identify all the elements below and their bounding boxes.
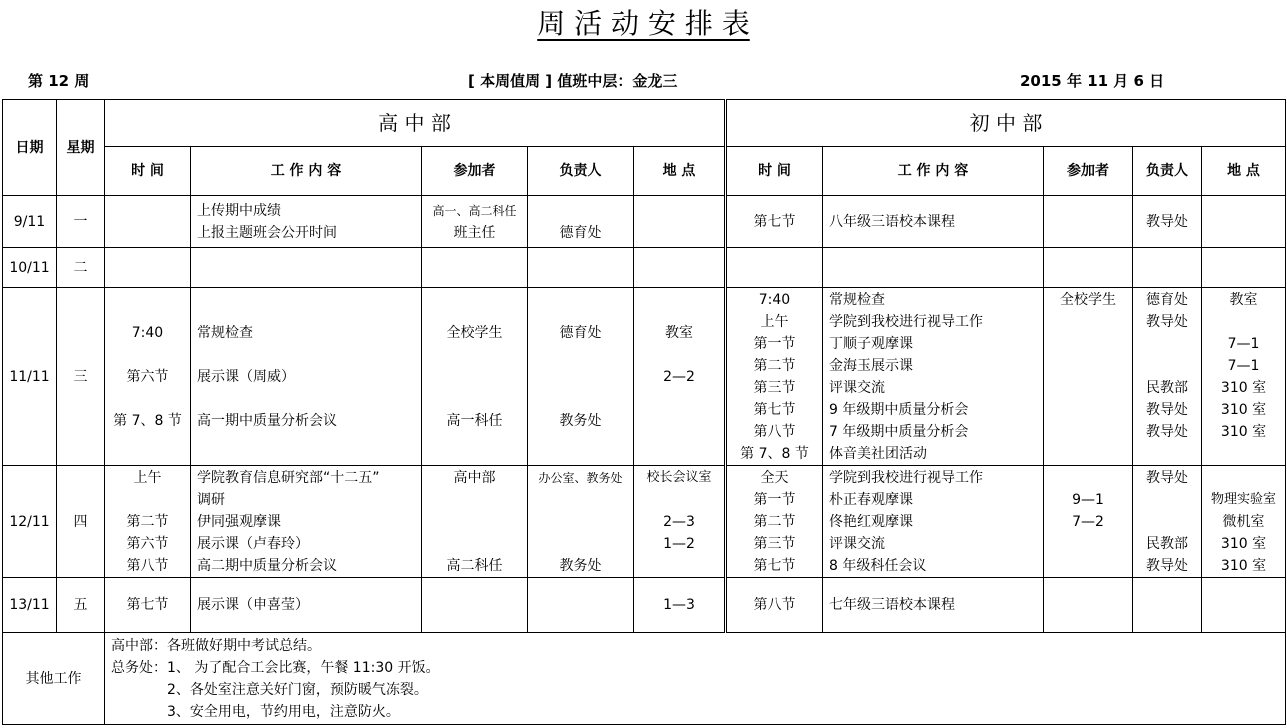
senior-participants-line: 全校学生 — [446, 324, 503, 341]
junior-time-header: 时 间 — [726, 147, 823, 196]
weekday-cell: 五 — [57, 578, 105, 633]
other-work-label: 其他工作 — [3, 633, 105, 725]
other-work-content — [105, 633, 1286, 725]
senior-content-line: 展示课（卢春玲） — [197, 535, 309, 552]
junior-place-line: 310 室 — [1220, 423, 1267, 440]
junior-time-line: 第一节 — [753, 491, 796, 508]
other-work-row — [3, 633, 1286, 725]
senior-place-header: 地 点 — [634, 147, 726, 196]
junior-place-line — [1202, 467, 1285, 489]
junior-participants-line: 全校学生 — [1060, 291, 1116, 308]
senior-content-line: 展示课（申喜莹） — [197, 597, 309, 613]
senior-place-line: 教室 — [665, 324, 693, 341]
junior-content-line: 常规检查 — [829, 291, 885, 308]
senior-participants-cell — [422, 288, 528, 466]
senior-place-line: 2—3 — [663, 513, 695, 530]
duty-label: [ 本周值周 ] 值班中层：金龙三 — [468, 72, 678, 90]
senior-place-line: 1—2 — [663, 535, 695, 552]
senior-participants-cell — [422, 196, 528, 248]
senior-content-cell — [191, 466, 422, 578]
junior-participants-line — [1044, 421, 1132, 443]
junior-place-cell — [1202, 196, 1286, 248]
senior-participants-line — [422, 344, 527, 366]
junior-time-line: 第 7、8 节 — [740, 445, 809, 462]
junior-time-line: 第七节 — [753, 557, 796, 574]
senior-owner-line — [528, 533, 633, 555]
junior-content-line: 朴正春观摩课 — [829, 491, 913, 508]
junior-time-line: 全天 — [760, 469, 789, 486]
senior-participants-cell — [422, 466, 528, 578]
junior-owner-line: 教导处 — [1146, 401, 1188, 418]
junior-owner-line — [1133, 443, 1201, 465]
junior-place-line: 教室 — [1229, 291, 1258, 308]
junior-content-line: 八年级三语校本课程 — [829, 213, 955, 230]
senior-place-cell — [634, 288, 726, 466]
senior-section-header: 高 中 部 — [105, 100, 726, 147]
junior-participants-cell — [1044, 196, 1133, 248]
senior-content-line: 高一期中质量分析会议 — [197, 412, 337, 429]
senior-participants-line: 班主任 — [453, 224, 496, 241]
senior-participants-line — [422, 533, 527, 555]
senior-owner-cell — [528, 466, 634, 578]
senior-time-line — [105, 388, 190, 410]
page-title: 周 活 动 安 排 表 — [537, 7, 750, 40]
date-cell: 9/11 — [3, 196, 57, 248]
junior-place-line — [1202, 311, 1285, 333]
junior-place-line: 7—1 — [1227, 335, 1260, 352]
senior-time-cell — [105, 248, 191, 288]
junior-time-line: 第一节 — [753, 335, 796, 352]
senior-content-line: 上报主题班会公开时间 — [197, 224, 337, 241]
junior-time-line: 第三节 — [753, 535, 796, 552]
date-label: 2015 年 11 月 6 日 — [1020, 72, 1165, 90]
senior-place-line: 校长会议室 — [646, 469, 712, 485]
weekday-cell: 四 — [57, 466, 105, 578]
junior-time-line: 第三节 — [753, 379, 796, 396]
junior-content-cell — [823, 288, 1044, 466]
senior-place-cell — [634, 578, 726, 633]
junior-participants-line — [1044, 555, 1132, 577]
senior-participants-line: 高二科任 — [446, 557, 503, 574]
junior-place-line: 微机室 — [1222, 513, 1265, 530]
senior-content-line — [197, 344, 421, 366]
other-work-line: 2、各处室注意关好门窗，预防暖气冻裂。 — [111, 682, 428, 698]
junior-place-cell — [1202, 248, 1286, 288]
senior-participants-line — [422, 511, 527, 533]
weekday-cell: 一 — [57, 196, 105, 248]
junior-time-cell — [726, 466, 823, 578]
junior-content-line: 9 年级期中质量分析会 — [829, 401, 969, 418]
senior-time-line: 第六节 — [126, 368, 169, 385]
junior-participants-line — [1044, 533, 1132, 555]
junior-participants-header: 参加者 — [1044, 147, 1133, 196]
junior-owner-line — [1133, 511, 1201, 533]
date-cell: 11/11 — [3, 288, 57, 466]
junior-owner-line: 德育处 — [1146, 291, 1188, 308]
junior-owner-line: 民教部 — [1146, 379, 1188, 396]
senior-owner-header: 负责人 — [528, 147, 634, 196]
junior-content-cell — [823, 196, 1044, 248]
junior-content-header: 工 作 内 容 — [823, 147, 1044, 196]
junior-time-cell — [726, 248, 823, 288]
senior-participants-line — [422, 388, 527, 410]
junior-owner-line — [1133, 333, 1201, 355]
junior-participants-cell — [1044, 578, 1133, 633]
senior-owner-line: 教务处 — [559, 412, 602, 429]
senior-time-line — [105, 489, 190, 511]
junior-time-line: 上午 — [760, 313, 789, 330]
senior-content-cell — [191, 248, 422, 288]
junior-place-line: 7—1 — [1227, 357, 1260, 374]
senior-owner-line — [528, 366, 633, 388]
junior-owner-line: 民教部 — [1146, 535, 1188, 552]
senior-owner-line — [528, 200, 633, 222]
junior-participants-line: 7—2 — [1072, 513, 1104, 530]
junior-participants-line — [1044, 443, 1132, 465]
junior-owner-cell — [1133, 466, 1202, 578]
senior-content-line — [197, 388, 421, 410]
junior-owner-cell — [1133, 288, 1202, 466]
junior-content-cell — [823, 248, 1044, 288]
other-work-line: 高中部：各班做好期中考试总结。 — [111, 638, 321, 654]
senior-time-line: 上午 — [133, 469, 162, 486]
junior-place-line: 310 室 — [1220, 557, 1267, 574]
junior-participants-line — [1044, 333, 1132, 355]
senior-owner-line — [528, 344, 633, 366]
table-row — [3, 196, 1286, 248]
senior-time-cell — [105, 466, 191, 578]
senior-owner-line: 德育处 — [559, 324, 602, 341]
junior-place-line: 310 室 — [1220, 535, 1267, 552]
junior-owner-cell — [1133, 248, 1202, 288]
senior-time-line: 第七节 — [126, 597, 169, 613]
junior-time-line: 第二节 — [753, 357, 796, 374]
junior-place-line — [1202, 443, 1285, 465]
senior-time-header: 时 间 — [105, 147, 191, 196]
senior-owner-line: 德育处 — [559, 224, 602, 241]
junior-content-line: 七年级三语校本课程 — [829, 597, 955, 613]
senior-owner-line — [528, 388, 633, 410]
senior-owner-cell — [528, 248, 634, 288]
junior-participants-line — [1044, 377, 1132, 399]
junior-content-line: 学院到我校进行视导工作 — [829, 469, 983, 486]
junior-time-cell — [726, 288, 823, 466]
date-cell: 10/11 — [3, 248, 57, 288]
junior-content-line: 体音美社团活动 — [829, 445, 927, 462]
weekday-cell: 三 — [57, 288, 105, 466]
senior-place-line — [634, 344, 724, 366]
junior-content-line: 评课交流 — [829, 535, 885, 552]
senior-place-line: 1—3 — [663, 597, 695, 613]
senior-participants-cell — [422, 578, 528, 633]
junior-time-line: 第八节 — [753, 597, 796, 613]
junior-participants-line — [1044, 355, 1132, 377]
senior-owner-cell — [528, 288, 634, 466]
junior-place-line: 物理实验室 — [1210, 491, 1276, 507]
junior-time-cell — [726, 578, 823, 633]
table-row — [3, 248, 1286, 288]
junior-participants-cell — [1044, 288, 1133, 466]
junior-place-cell — [1202, 466, 1286, 578]
junior-place-line: 310 室 — [1220, 379, 1267, 396]
senior-content-cell — [191, 196, 422, 248]
junior-participants-cell — [1044, 248, 1133, 288]
senior-place-cell — [634, 196, 726, 248]
junior-content-line: 金海玉展示课 — [829, 357, 913, 374]
junior-owner-cell — [1133, 196, 1202, 248]
junior-owner-line: 教导处 — [1146, 213, 1188, 230]
senior-time-line — [105, 344, 190, 366]
junior-content-cell — [823, 466, 1044, 578]
senior-participants-cell — [422, 248, 528, 288]
junior-owner-cell — [1133, 578, 1202, 633]
junior-content-line: 7 年级期中质量分析会 — [829, 423, 969, 440]
schedule-table — [2, 99, 1286, 725]
senior-place-line — [634, 555, 724, 577]
junior-owner-header: 负责人 — [1133, 147, 1202, 196]
senior-time-line: 第八节 — [126, 557, 169, 574]
junior-time-line: 7:40 — [758, 291, 791, 308]
table-row — [3, 466, 1286, 578]
senior-place-line: 2—2 — [663, 368, 695, 385]
senior-participants-line — [422, 489, 527, 511]
week-label: 第 12 周 — [28, 72, 90, 90]
senior-participants-line: 高一、高二科任 — [432, 203, 517, 218]
table-row — [3, 288, 1286, 466]
senior-place-line — [634, 410, 724, 432]
junior-participants-cell — [1044, 466, 1133, 578]
senior-owner-line — [528, 489, 633, 511]
junior-place-line: 310 室 — [1220, 401, 1267, 418]
junior-owner-line: 教导处 — [1146, 313, 1188, 330]
senior-content-cell — [191, 288, 422, 466]
junior-time-cell — [726, 196, 823, 248]
weekday-cell: 二 — [57, 248, 105, 288]
senior-participants-line: 高中部 — [453, 469, 496, 486]
senior-content-line: 调研 — [197, 491, 225, 508]
senior-owner-cell — [528, 578, 634, 633]
senior-owner-line: 教务处 — [559, 557, 602, 574]
date-cell: 13/11 — [3, 578, 57, 633]
senior-time-line: 第 7、8 节 — [113, 412, 182, 429]
senior-content-line: 伊同强观摩课 — [197, 513, 281, 530]
junior-content-line: 丁顺子观摩课 — [829, 335, 913, 352]
junior-content-line: 佟艳红观摩课 — [829, 513, 913, 530]
junior-time-line: 第二节 — [753, 513, 796, 530]
senior-content-header: 工 作 内 容 — [191, 147, 422, 196]
junior-section-header: 初 中 部 — [726, 100, 1286, 147]
junior-participants-line — [1044, 311, 1132, 333]
junior-place-cell — [1202, 578, 1286, 633]
table-row — [3, 578, 1286, 633]
senior-place-cell — [634, 466, 726, 578]
junior-time-line: 第七节 — [753, 401, 796, 418]
senior-time-line: 第二节 — [126, 513, 169, 530]
junior-content-cell — [823, 578, 1044, 633]
junior-participants-line: 9—1 — [1072, 491, 1104, 508]
junior-place-header: 地 点 — [1202, 147, 1286, 196]
junior-content-line: 评课交流 — [829, 379, 885, 396]
senior-owner-cell — [528, 196, 634, 248]
senior-content-line: 学院教育信息研究部“十二五” — [197, 469, 380, 486]
junior-participants-line — [1044, 467, 1132, 489]
senior-participants-header: 参加者 — [422, 147, 528, 196]
senior-time-cell — [105, 196, 191, 248]
junior-owner-line: 教导处 — [1146, 423, 1188, 440]
junior-content-line: 8 年级科任会议 — [829, 557, 927, 574]
senior-place-line — [634, 388, 724, 410]
senior-content-cell — [191, 578, 422, 633]
other-work-line: 3、安全用电，节约用电，注意防火。 — [111, 704, 400, 720]
date-cell: 12/11 — [3, 466, 57, 578]
senior-time-line: 第六节 — [126, 535, 169, 552]
senior-content-line: 展示课（周威） — [197, 368, 295, 385]
junior-place-cell — [1202, 288, 1286, 466]
junior-content-line: 学院到我校进行视导工作 — [829, 313, 983, 330]
senior-place-line — [634, 489, 724, 511]
senior-place-cell — [634, 248, 726, 288]
senior-owner-line — [528, 511, 633, 533]
senior-participants-line — [422, 366, 527, 388]
senior-time-cell — [105, 578, 191, 633]
junior-time-line: 第七节 — [753, 213, 796, 230]
senior-time-cell — [105, 288, 191, 466]
senior-content-line: 常规检查 — [197, 324, 253, 341]
senior-time-line: 7:40 — [131, 324, 164, 341]
senior-content-line: 上传期中成绩 — [197, 202, 281, 219]
junior-owner-line: 教导处 — [1146, 557, 1188, 574]
junior-owner-line — [1133, 355, 1201, 377]
junior-owner-line: 教导处 — [1146, 469, 1188, 486]
col-weekday-header: 星期 — [57, 100, 105, 196]
senior-content-line: 高二期中质量分析会议 — [197, 557, 337, 574]
junior-time-line: 第八节 — [753, 423, 796, 440]
other-work-line: 总务处：1、 为了配合工会比赛，午餐 11:30 开饭。 — [111, 660, 440, 676]
senior-participants-line: 高一科任 — [446, 412, 503, 429]
junior-participants-line — [1044, 399, 1132, 421]
junior-owner-line — [1133, 489, 1201, 511]
col-date-header: 日期 — [3, 100, 57, 196]
senior-owner-line: 办公室、教务处 — [538, 470, 623, 485]
